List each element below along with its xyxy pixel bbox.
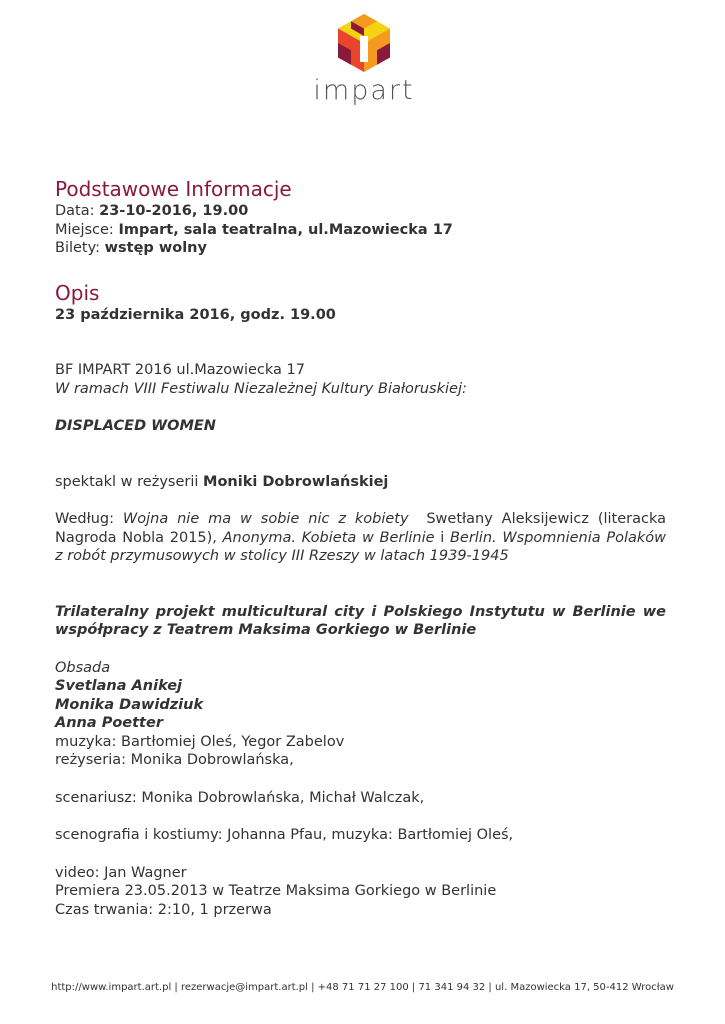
book-title-3: Berlin. Wspomnienia Polaków z robót przymusowych w stolicy III Rzeszy w latach 1939-1945 [55,529,667,564]
place-label: Miejsce: [55,221,119,238]
date-value: 23-10-2016, 19.00 [99,203,249,219]
date-row [55,202,666,221]
date-label: Data: [55,203,100,219]
music-credit: muzyka: Bartłomiej Oleś, Yegor Zabelov [55,733,345,750]
direction-credit: reżyseria: Monika Dobrowlańska, [55,752,294,768]
event-date: 23 października 2016, godz. 19.00 [55,306,336,323]
tickets-value: wstęp wolny [104,240,207,256]
premiere-line: Premiera 23.05.2013 w Teatrze Maksima Gorkiego w Berlinie [55,883,497,899]
script-credit: scenariusz: Monika Dobrowlańska, Michał Walczak, [55,789,425,806]
section-heading-opis: Opis [55,280,100,305]
impart-cube-icon [338,14,390,72]
cast-member: Anna Poetter [55,715,163,731]
director-prefix: spektakl w reżyserii [55,473,204,490]
place-value: Impart, sala teatralna, ul.Mazowiecka 17 [118,221,453,238]
duration-line: Czas trwania: 2:10, 1 przerwa [55,901,272,918]
book-conjunction: i [434,529,450,546]
director-name: Moniki Dobrowlańskiej [203,473,389,490]
cast-member: Svetlana Anikej [55,678,183,694]
cast-label: Obsada [55,659,111,676]
tickets-row [55,239,666,258]
video-credit: video: Jan Wagner [55,864,187,881]
venue-line: BF IMPART 2016 ul.Mazowiecka 17 [55,362,305,378]
section-heading-info: Podstawowe Informacje [55,177,292,201]
book-title-2: Anonyma. Kobieta w Berlinie [222,529,435,546]
event-title: DISPLACED WOMEN [55,418,216,434]
cast-member: Monika Dawidziuk [55,696,204,713]
tickets-label: Bilety: [55,240,105,256]
book-title-1: Wojna nie ma w sobie nic z kobiety [122,511,409,527]
footer-contact: http://www.impart.art.pl | rezerwacje@impart.art.pl | +48 71 71 27 100 | 71 341 94 32 | ul. Mazowiecka 17, 50-412 Wrocław [51,982,674,993]
source-paragraph [55,510,671,566]
scenography-credit: scenografia i kostiumy: Johanna Pfau, muzyka: Bartłomiej Oleś, [55,827,514,843]
document-body [55,176,671,919]
logo-wordmark: impart [313,75,415,106]
place-row [55,221,666,240]
book-author-1: Swetłany Aleksijewicz (literacka Nagroda Nobla 2015), [55,511,671,546]
festival-line: W ramach VIII Festiwalu Niezależnej Kultury Białoruskiej: [55,380,467,397]
project-paragraph: Trilateralny projekt multicultural city i Polskiego Instytutu w Berlinie we współpracy z Teatrem Maksima Gorkiego w Berlinie [55,603,666,638]
impart-logo [312,14,416,106]
director-line [55,473,666,492]
according-label: Według: [55,511,123,527]
